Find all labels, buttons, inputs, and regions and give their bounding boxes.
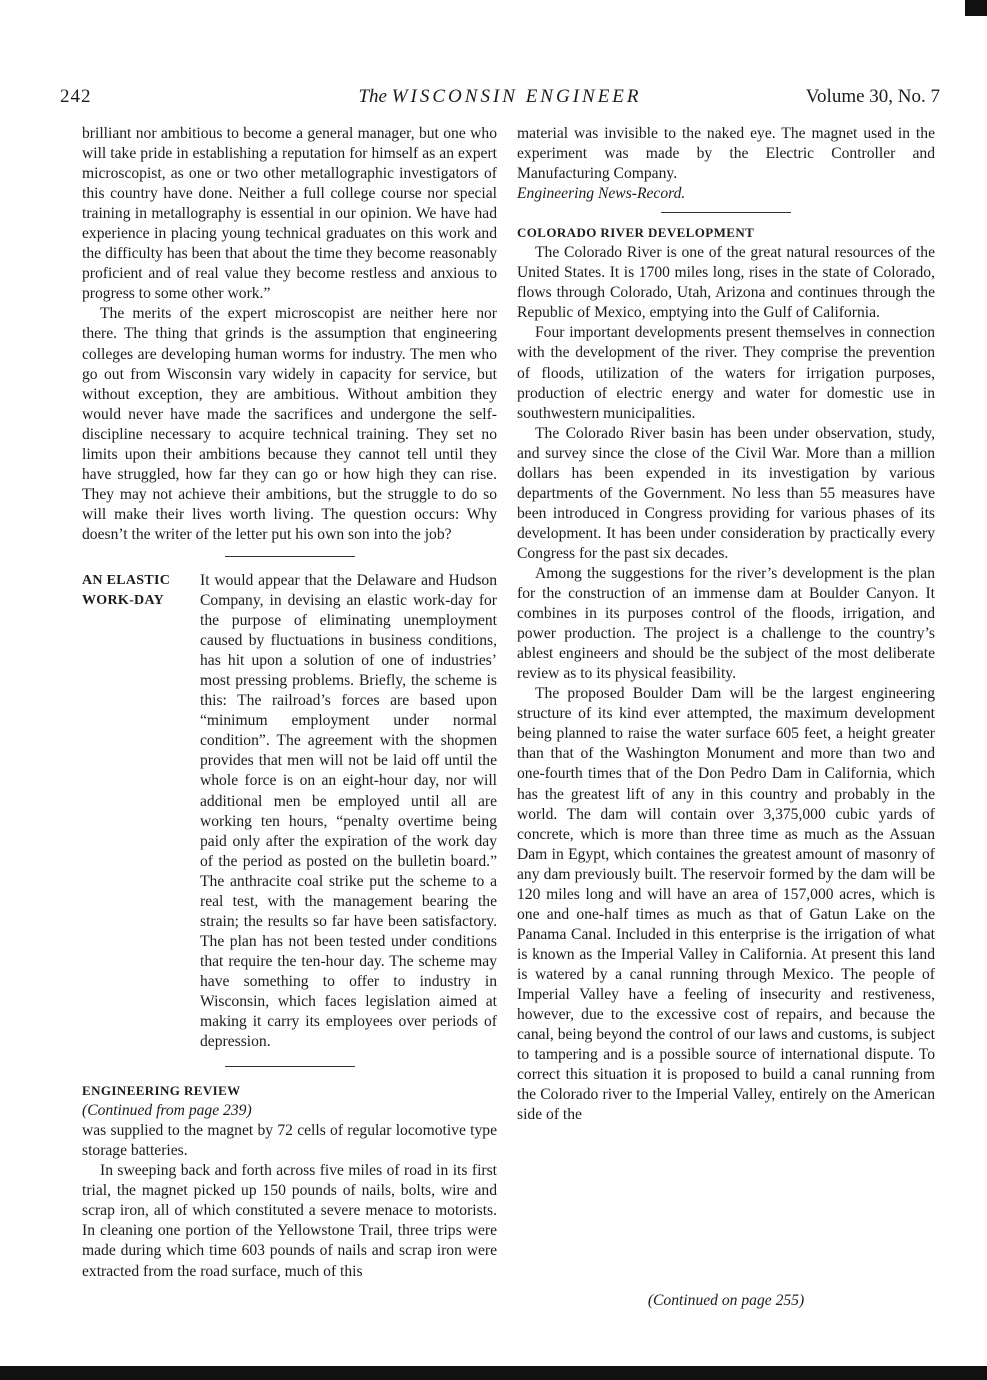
journal-title-name: WISCONSIN ENGINEER bbox=[391, 86, 642, 107]
colorado-paragraph-5: The proposed Boulder Dam will be the largest engineering structure of its kind ever attempted, the maximum development being planned to raise the water surface 605 feet, a height greater than that of the Washington Monument and more than two and one-fourth times that of the Don Pedro Dam in California, which has the greatest lift of any in this country and probably in the world. The dam will contain over 3,375,000 cubic yards of concrete, which is more than three time as much as the Assuan Dam in Egypt, which containes the greatest amount of masonry of any dam previously built. The reservoir formed by the dam will be 120 miles long and will have an area of 157,000 acres, which is one and one-half times as much as that of Gatun Lake on the Panama Canal. Included in this enterprise is the irrigation of what is known as the Imperial Valley in California. At present this land is watered by a canal running through Mexico. The people of Imperial Valley have a feeling of insecurity and restiveness, however, due to the excessive cost of repairs, and because the canal, being beyond the control of our laws and customs, is subject to tampering and is a possible source of international dispute. To correct this situation it is proposed to build a canal running from the Colorado river to the Imperial Valley, entirely on the American side of the bbox=[517, 685, 935, 1124]
page-number: 242 bbox=[60, 86, 92, 107]
elastic-heading-line-2: WORK-DAY bbox=[82, 593, 164, 609]
elastic-heading-line-1: AN ELASTIC bbox=[82, 572, 171, 588]
elastic-workday-section bbox=[82, 571, 497, 1052]
section-divider bbox=[661, 212, 791, 213]
colorado-paragraph-2: Four important developments present themselves in connection with the development of the river. They comprise the prevention of floods, utilization of the waters for irrigation purposes, production of electric energy and water for domestic use in southwestern municipalities. bbox=[517, 324, 935, 422]
continued-on-page-note: (Continued on page 255) bbox=[647, 1292, 805, 1309]
page-header bbox=[60, 82, 940, 112]
engineering-review-continued: (Continued from page 239) bbox=[82, 1102, 252, 1120]
source-credit: Engineering News-Record. bbox=[517, 185, 686, 203]
engineering-review-paragraph-1: was supplied to the magnet by 72 cells of regular locomotive type storage batteries. bbox=[82, 1122, 497, 1160]
scan-corner-mark bbox=[965, 0, 987, 16]
journal-title-prefix: The bbox=[358, 86, 387, 107]
elastic-workday-text: It would appear that the Delaware and Hudson Company, in devising an elastic work-day for the purpose of eliminating unemployment caused by fluctuations in business conditions, has hit upon a solution of one of industries’ most pressing problems. Briefly, the scheme is this: The railroad’s forces are based upon “minimum employment under normal condition”. The agreement with the shopmen provides that men will not be laid off until the whole force is on an eight-hour day, nor will additional men be employed until all are working ten hours, “penalty overtime being paid only after the expiration of the work day of the period as posted on the bulletin board.” The anthracite coal strike put the scheme to a real test, with the management bearing the strain; the results so far have been satisfactory. The plan has not been tested under conditions that require the ten-hour day. The scheme may have something to offer to industry in Wisconsin, which faces legislation aimed at making it carry its employees over periods of depression. bbox=[200, 571, 497, 1051]
colorado-river-title: COLORADO RIVER DEVELOPMENT bbox=[517, 225, 755, 241]
colorado-paragraph-1: The Colorado River is one of the great natural resources of the United States. It is 1700 miles long, rises in the state of Colorado, flows through Colorado, Utah, Arizona and continues through the Republic of Mexico, emptying into the Gulf of California. bbox=[517, 244, 935, 322]
engineering-review-title: ENGINEERING REVIEW bbox=[82, 1083, 241, 1099]
engineering-review-paragraph-2: In sweeping back and forth across five miles of road in its first trial, the magnet picked up 150 pounds of nails, bolts, wire and scrap iron, all of which constituted a severe menace to motorists. In cleaning one portion of the Yellowstone Trail, three trips were made during which time 603 pounds of nails and scrap iron were extracted from the road surface, much of this bbox=[82, 1162, 497, 1280]
left-column bbox=[82, 124, 497, 1282]
colorado-paragraph-3: The Colorado River basin has been under observation, study, and survey since the close of the Civil War. More than a million dollars has been expended in its investigation by various departments of the Government. No less than 55 measures have been introduced in Congress providing for various phases of its development. It has been under consideration by practically every Congress for the past six decades. bbox=[517, 424, 935, 562]
volume-number: Volume 30, No. 7 bbox=[805, 86, 940, 107]
colorado-paragraph-4: Among the suggestions for the river’s development is the plan for the construction of an immense dam at Boulder Canyon. It combines in its purposes control of the floods, irrigation, and power production. The project is a challenge to the country’s ablest engineers and should be the subject of the most deliberate review as to its physical feasibility. bbox=[517, 564, 935, 683]
scan-bottom-edge bbox=[0, 1366, 987, 1380]
right-column bbox=[517, 124, 935, 1125]
section-divider bbox=[225, 1066, 355, 1067]
editorial-paragraph-2: The merits of the expert microscopist are neither here nor there. The thing that grinds is the assumption that engineering colleges are developing human worms for industry. The men who go out from Wisconsin vary widely in capacity for service, but without exception, they are ambitious. Without ambition they would never have made the sacrifices and undergone the self-discipline necessary to acquire technical training. They set no limits upon their ambitions because they cannot tell until they have struggled, how far they can go or how high they can rise. They may not achieve their ambitions, but the struggle to do so will make their lives worth living. The question occurs: Why doesn’t the writer of the letter put his own son into the job? bbox=[82, 305, 497, 543]
editorial-paragraph-1: brilliant nor ambitious to become a general manager, but one who will take pride in establishing a reputation for himself as an expert microscopist, as one or two other metallographic investigators of this country have done. Neither a full college course nor special training in metallography is essential in our opinion. We have had experience in placing young technical graduates on this work and the difficulty has been that about the time they become reasonably proficient and of real value they become restless and anxious to progress to some other work.” bbox=[82, 125, 497, 303]
engineering-review-ending: material was invisible to the naked eye. The magnet used in the experiment was made by the Electric Controller and Manufacturing Company. bbox=[517, 125, 935, 183]
section-divider bbox=[225, 556, 355, 557]
elastic-workday-heading bbox=[82, 571, 200, 1052]
